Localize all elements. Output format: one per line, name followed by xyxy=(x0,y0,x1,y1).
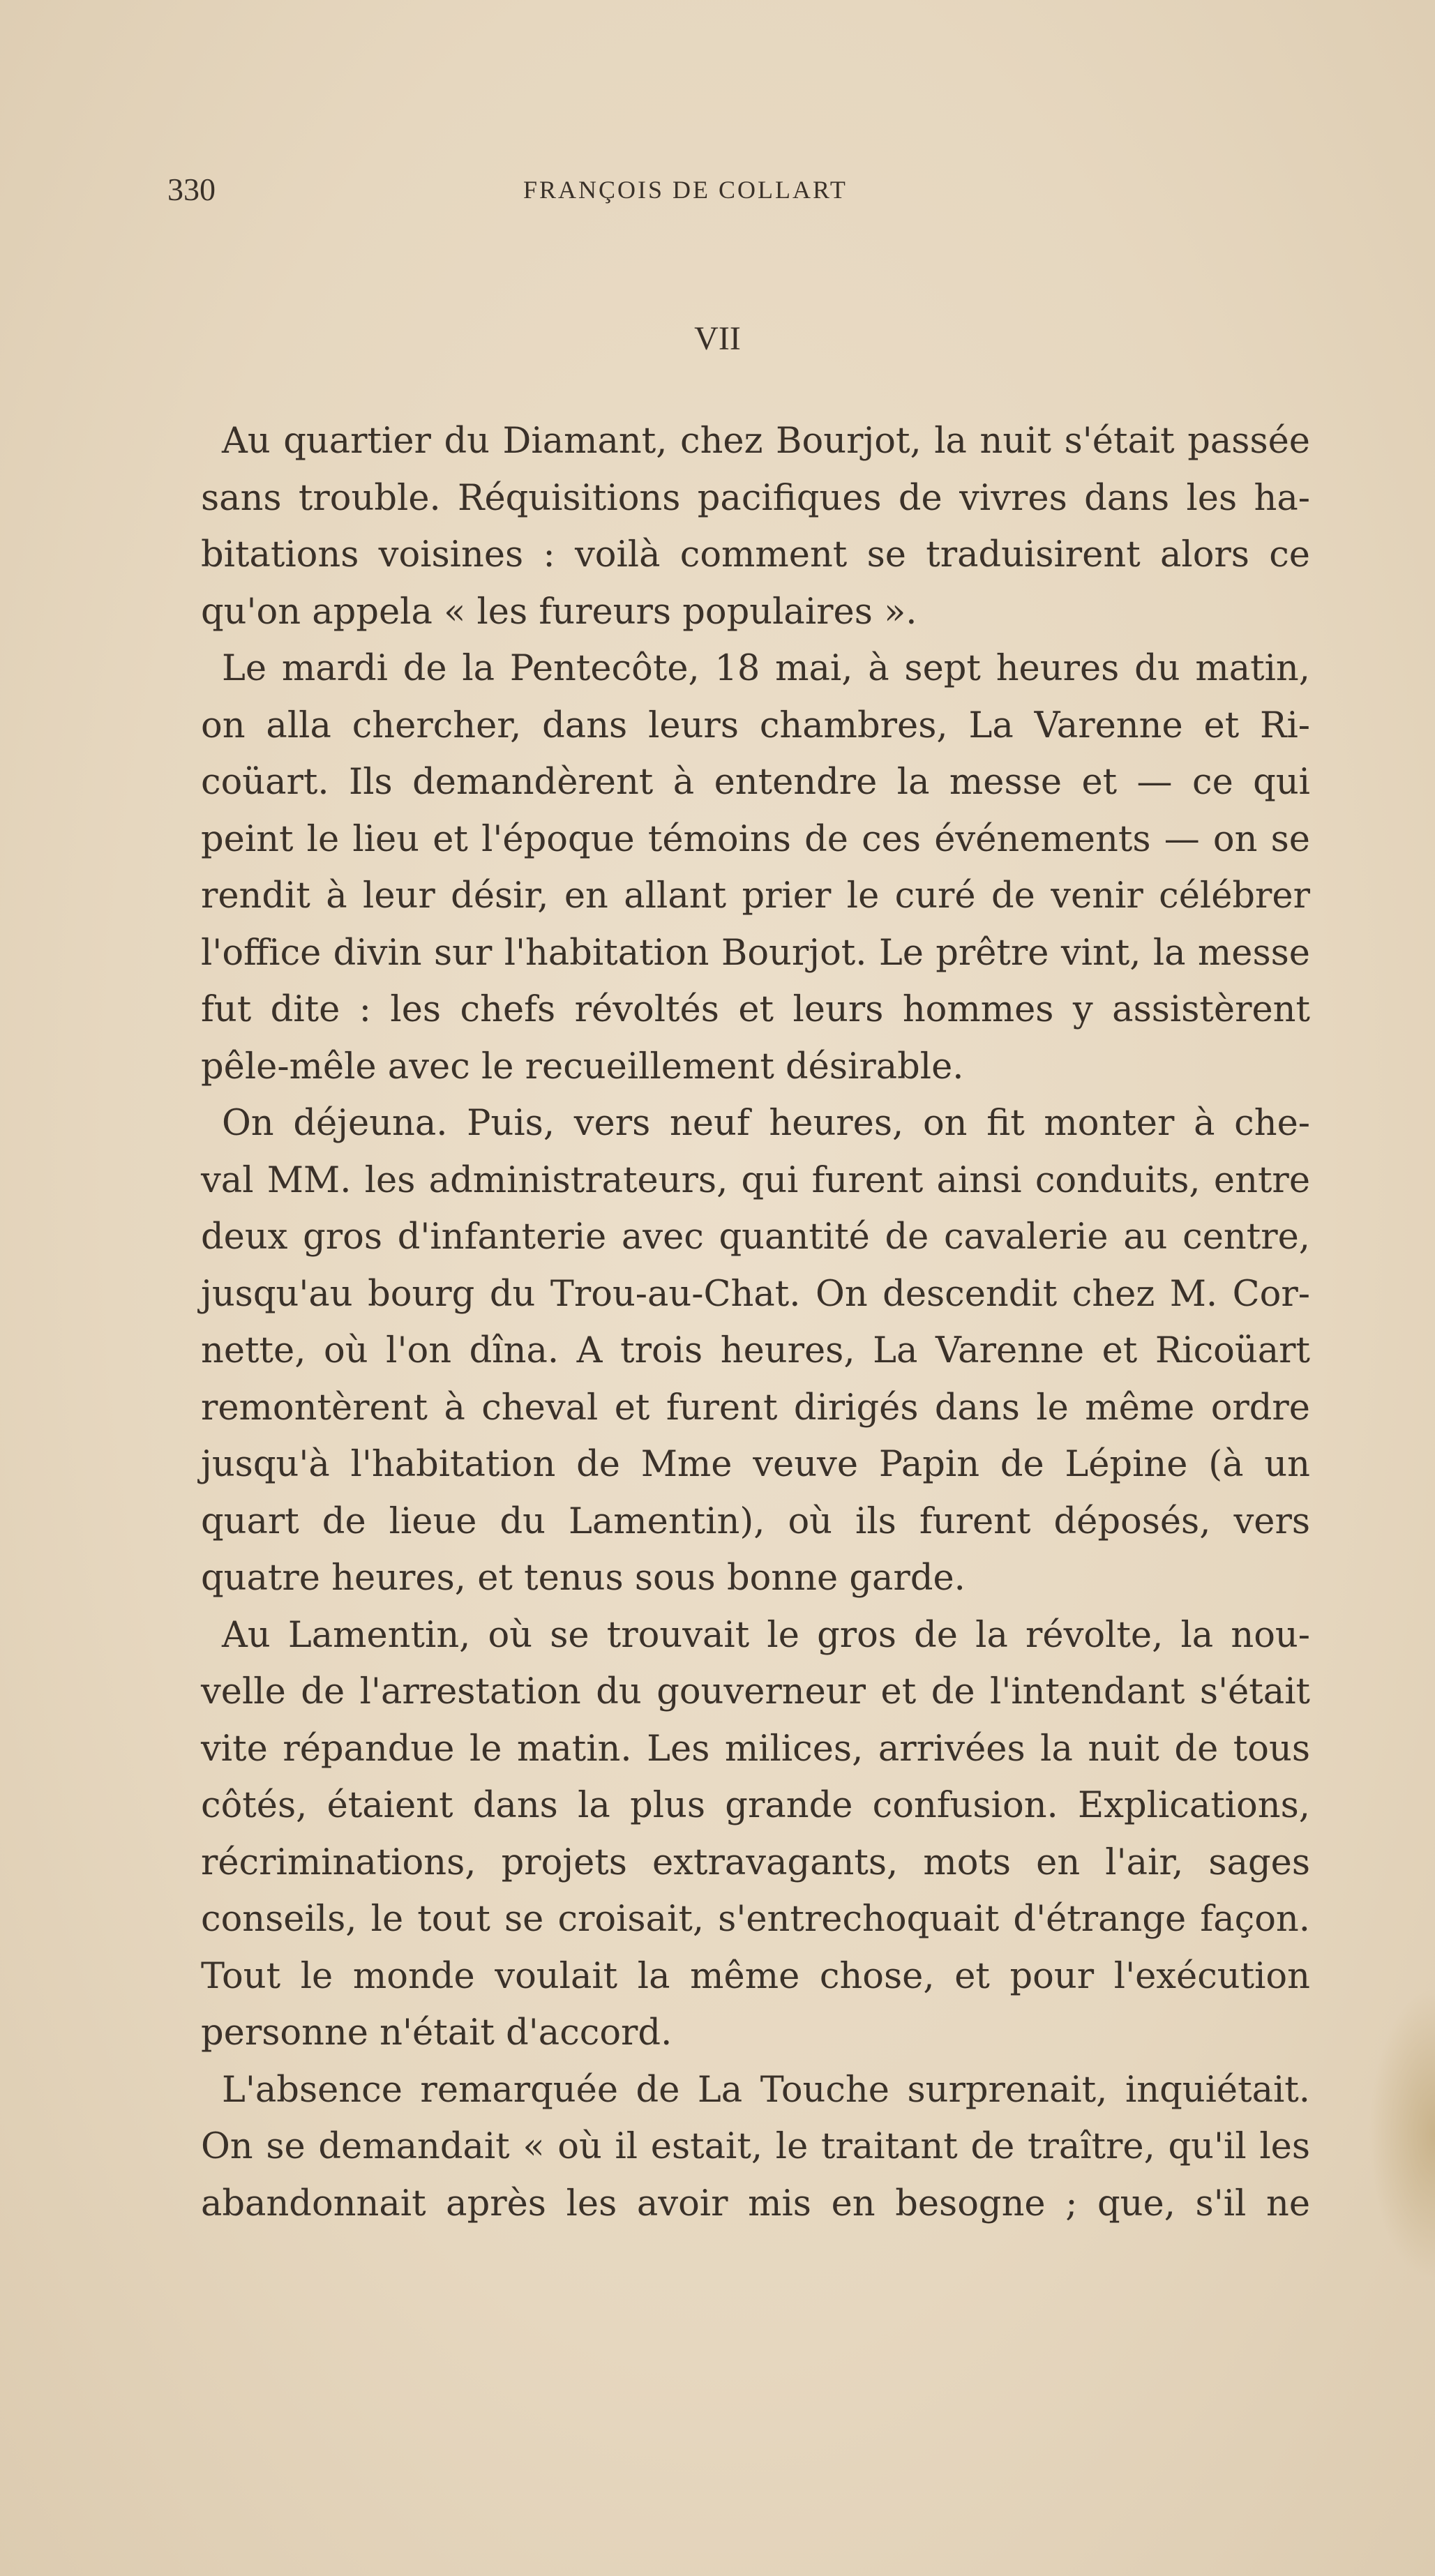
text-line: nette, où l'on dîna. A trois heures, La Varenne et Ricoüart xyxy=(201,1330,1310,1371)
text-line: On se demandait « où il estait, le traitant de traître, qu'il les xyxy=(201,2126,1310,2167)
text-line: Au quartier du Diamant, chez Bourjot, la nuit s'était passée xyxy=(222,421,1310,462)
text-line: conseils, le tout se croisait, s'entrechoquait d'étrange façon. xyxy=(201,1899,1310,1940)
text-line: jusqu'à l'habitation de Mme veuve Papin de Lépine (à un xyxy=(201,1444,1310,1485)
text-line: remontèrent à cheval et furent dirigés dans le même ordre xyxy=(201,1387,1310,1429)
text-line: peint le lieu et l'époque témoins de ces événements — on se xyxy=(201,818,1310,860)
text-line: L'absence remarquée de La Touche surprenait, inquiétait. xyxy=(222,2069,1310,2111)
text-line: sans trouble. Réquisitions pacifiques de vivres dans les ha- xyxy=(201,477,1310,519)
text-line: vite répandue le matin. Les milices, arrivées la nuit de tous xyxy=(201,1728,1310,1770)
page-number: 330 xyxy=(167,172,216,207)
text-line: l'office divin sur l'habitation Bourjot. Le prêtre vint, la messe xyxy=(201,932,1310,974)
text-line: val MM. les administrateurs, qui furent ainsi conduits, entre xyxy=(201,1159,1310,1201)
running-header xyxy=(167,171,1298,213)
text-line: qu'on appela « les fureurs populaires ». xyxy=(201,591,917,633)
text-line: On déjeuna. Puis, vers neuf heures, on fit monter à che- xyxy=(222,1103,1310,1144)
text-line: rendit à leur désir, en allant prier le curé de venir célébrer xyxy=(201,875,1310,917)
running-title: FRANÇOIS DE COLLART xyxy=(523,176,848,204)
text-line: velle de l'arrestation du gouverneur et de l'intendant s'était xyxy=(201,1671,1310,1712)
paper-stain xyxy=(1369,1988,1435,2281)
text-line: côtés, étaient dans la plus grande confusion. Explications, xyxy=(201,1785,1310,1826)
text-line: récriminations, projets extravagants, mots en l'air, sages xyxy=(201,1841,1310,1883)
text-line: pêle-mêle avec le recueillement désirable. xyxy=(201,1046,964,1087)
text-line: coüart. Ils demandèrent à entendre la messe et — ce qui xyxy=(201,762,1310,803)
text-line: Au Lamentin, où se trouvait le gros de la révolte, la nou- xyxy=(222,1614,1310,1656)
text-line: Tout le monde voulait la même chose, et pour l'exécution xyxy=(201,1955,1310,1997)
text-line: fut dite : les chefs révoltés et leurs hommes y assistèrent xyxy=(201,989,1310,1030)
text-line: abandonnait après les avoir mis en besogne ; que, s'il ne xyxy=(201,2183,1310,2224)
body-text xyxy=(201,413,1310,2232)
text-line: jusqu'au bourg du Trou-au-Chat. On descendit chez M. Cor- xyxy=(201,1273,1310,1315)
text-line: deux gros d'infanterie avec quantité de cavalerie au centre, xyxy=(201,1217,1310,1258)
text-line: quatre heures, et tenus sous bonne garde. xyxy=(201,1558,966,1599)
text-line: personne n'était d'accord. xyxy=(201,2012,673,2054)
text-line: Le mardi de la Pentecôte, 18 mai, à sept heures du matin, xyxy=(222,648,1310,689)
text-line: quart de lieue du Lamentin), où ils furent déposés, vers xyxy=(201,1500,1310,1542)
text-line: on alla chercher, dans leurs chambres, La Varenne et Ri- xyxy=(201,705,1310,746)
chapter-number: VII xyxy=(694,320,741,357)
text-line: bitations voisines : voilà comment se traduisirent alors ce xyxy=(201,534,1310,575)
